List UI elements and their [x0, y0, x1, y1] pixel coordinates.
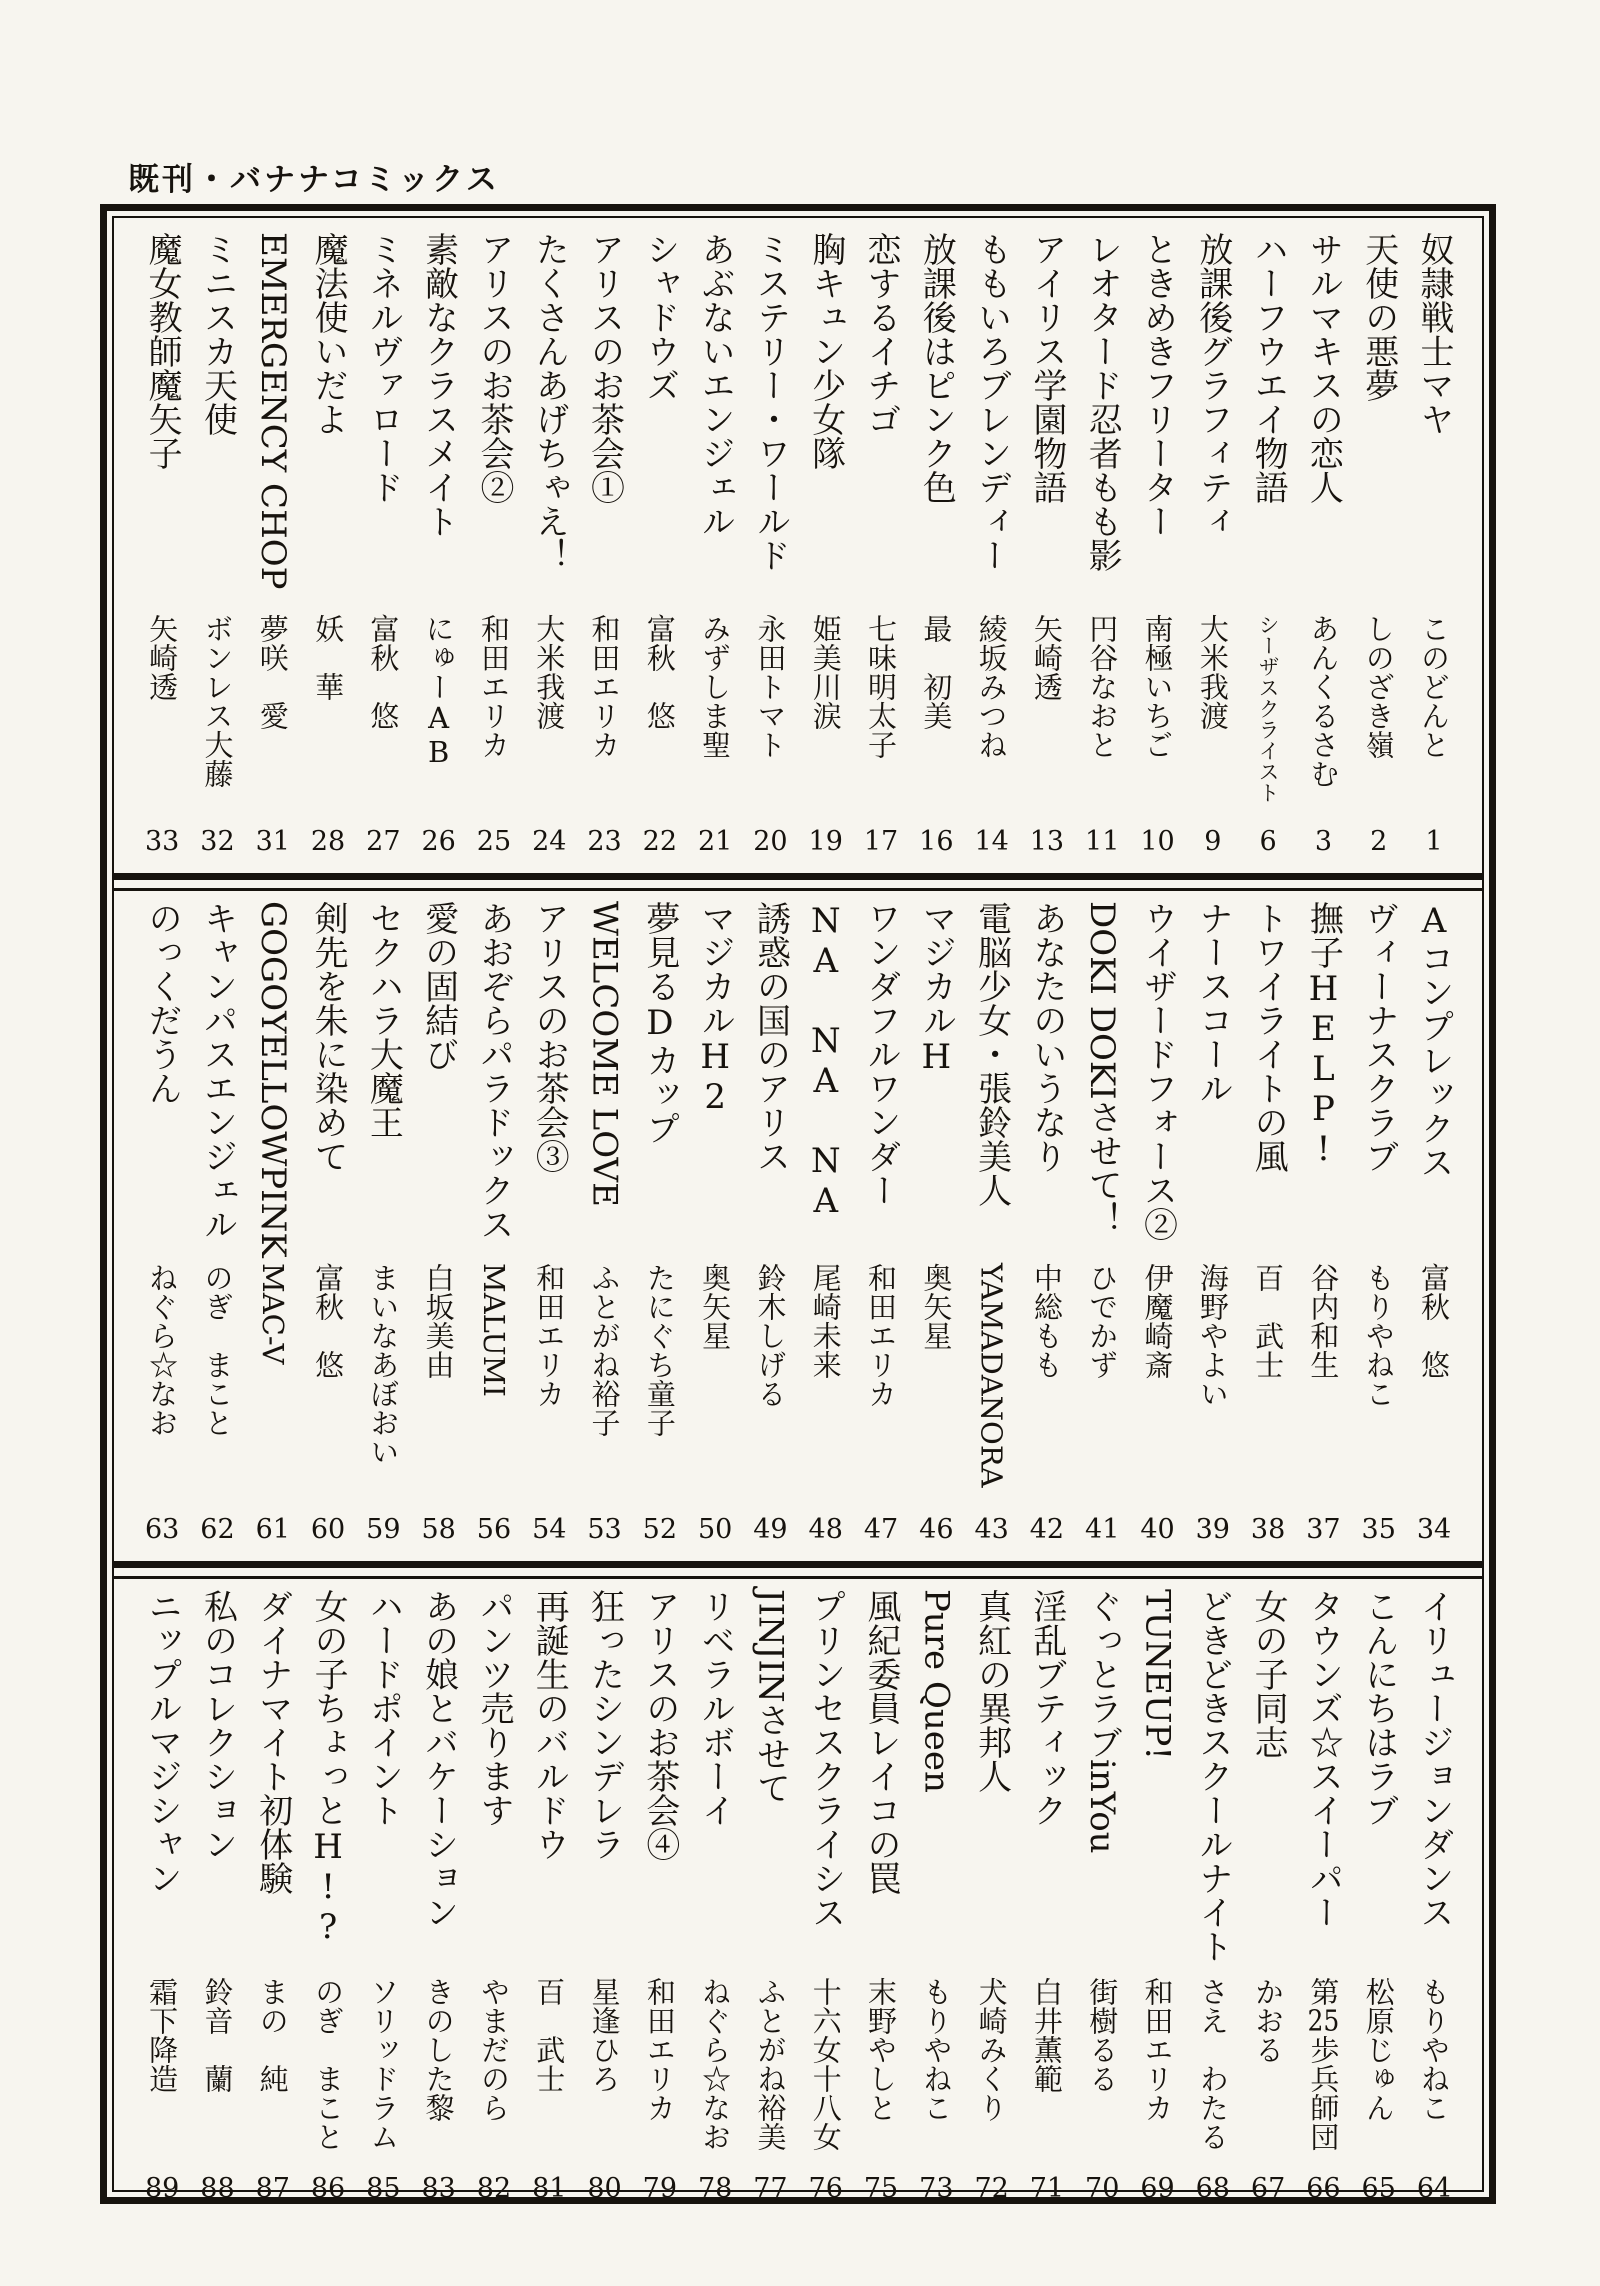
- book-author: 鈴木しげる: [753, 1263, 788, 1408]
- catalog-entry: [419, 232, 459, 861]
- catalog-entry: [363, 1589, 403, 2208]
- book-author: 白坂美由: [421, 1263, 456, 1379]
- catalog-entry: [197, 901, 237, 1549]
- book-number: 11: [1085, 826, 1120, 857]
- book-title: 再誕生のバルドウ: [529, 1589, 570, 1861]
- book-number: 79: [642, 2173, 678, 2204]
- catalog-entry: [1082, 901, 1122, 1549]
- book-number: 48: [808, 1514, 843, 1545]
- book-title: ナースコール: [1192, 901, 1233, 1105]
- book-title: あぶないエンジェル: [695, 232, 736, 538]
- book-title: ぐっとラブinYou: [1082, 1589, 1123, 1854]
- book-number: 87: [255, 2173, 290, 2204]
- book-author: 矢崎透: [145, 614, 180, 701]
- book-number: 19: [808, 826, 843, 857]
- book-author: きのした黎: [421, 1977, 456, 2122]
- catalog-entry: [474, 232, 514, 861]
- book-number: 22: [642, 826, 678, 857]
- book-title: 淫乱ブティック: [1026, 1589, 1067, 1827]
- catalog-entry: [308, 1589, 348, 2208]
- book-author: 最 初美: [919, 614, 954, 730]
- book-number: 41: [1085, 1514, 1120, 1545]
- book-author: 松原じゅん: [1361, 1977, 1396, 2122]
- catalog-entry: [1359, 901, 1399, 1549]
- book-number: 27: [366, 826, 401, 857]
- book-title: WELCOME LOVE: [584, 901, 625, 1207]
- catalog-entry: [750, 901, 790, 1549]
- book-title: アリスのお茶会④: [639, 1589, 680, 1861]
- catalog-entry: [1248, 1589, 1288, 2208]
- book-number: 6: [1259, 826, 1277, 857]
- catalog-entry: [1138, 1589, 1178, 2208]
- book-number: 72: [974, 2173, 1009, 2204]
- book-author: 第25歩兵師団: [1306, 1977, 1341, 2151]
- book-number: 46: [919, 1514, 954, 1545]
- catalog-entry: [750, 232, 790, 861]
- book-number: 17: [863, 826, 899, 857]
- book-number: 85: [366, 2173, 401, 2204]
- book-title: 愛の固結び: [418, 901, 459, 1071]
- book-author: 海野やよい: [1195, 1263, 1230, 1408]
- book-number: 88: [200, 2173, 235, 2204]
- book-title: GOGOYELLOWPINK: [252, 901, 293, 1258]
- book-title: NA NA NA: [805, 901, 846, 1221]
- book-title: アイリス学園物語: [1026, 232, 1067, 504]
- book-author: 和田エリカ: [864, 1263, 899, 1408]
- catalog-entry: [640, 1589, 680, 2208]
- catalog-entry: [197, 232, 237, 861]
- book-number: 68: [1195, 2173, 1230, 2204]
- catalog-entry: [1027, 232, 1067, 861]
- book-title: 放課後はピンク色: [916, 232, 957, 504]
- book-number: 50: [697, 1514, 733, 1545]
- book-number: 73: [919, 2173, 954, 2204]
- book-title: 誘惑の国のアリス: [750, 901, 791, 1173]
- catalog-entry: [585, 901, 625, 1549]
- book-author: にゅーAB: [421, 614, 456, 769]
- book-number: 37: [1306, 1514, 1341, 1545]
- book-number: 64: [1416, 2173, 1452, 2204]
- book-author: もりやねこ: [1361, 1263, 1396, 1408]
- catalog-entry: [861, 232, 901, 861]
- book-title: タウンズ☆スイーパー: [1303, 1589, 1344, 1929]
- book-title: あおぞらパラドックス: [473, 901, 514, 1241]
- book-title: 奴隷戦士マヤ: [1414, 232, 1454, 436]
- book-title: たくさんあげちゃえ！: [529, 232, 570, 572]
- catalog-entry: [640, 901, 680, 1549]
- book-number: 83: [421, 2173, 456, 2204]
- book-title: DOKI DOKIさせて！: [1082, 901, 1123, 1236]
- book-number: 3: [1314, 826, 1332, 857]
- catalog-entry: [1193, 901, 1233, 1549]
- catalog-entry: [253, 232, 293, 861]
- book-number: 78: [697, 2173, 733, 2204]
- book-author: MAC-V: [255, 1263, 290, 1365]
- book-author: のぎ まこと: [200, 1263, 235, 1437]
- book-title: キャンパスエンジェル: [197, 901, 238, 1241]
- book-author: 和田エリカ: [476, 614, 511, 759]
- book-title: ときめきフリーター: [1137, 232, 1178, 538]
- catalog-entry: [253, 1589, 293, 2208]
- catalog-entry: [695, 232, 735, 861]
- book-number: 14: [974, 826, 1009, 857]
- book-author: もりやねこ: [1417, 1977, 1451, 2122]
- book-author: 円谷なおと: [1085, 614, 1120, 759]
- book-number: 2: [1370, 826, 1388, 857]
- book-title: JINJINさせて: [750, 1589, 791, 1805]
- book-number: 35: [1361, 1514, 1396, 1545]
- book-number: 38: [1250, 1514, 1286, 1545]
- book-title: 電脳少女・張鈴美人: [971, 901, 1012, 1207]
- catalog-entry: [585, 1589, 625, 2208]
- book-title: アリスのお茶会③: [529, 901, 570, 1173]
- book-number: 82: [476, 2173, 512, 2204]
- section-divider: [114, 1561, 1482, 1579]
- book-number: 54: [532, 1514, 567, 1545]
- book-title: ミステリー・ワールド: [750, 232, 791, 572]
- book-author: 鈴音 蘭: [200, 1977, 235, 2093]
- catalog-entry: [1303, 232, 1343, 861]
- catalog-entry: [750, 1589, 790, 2208]
- book-title: ミネルヴァロード: [363, 232, 404, 504]
- catalog-entry: [529, 901, 569, 1549]
- book-author: 十六女十八女: [808, 1977, 843, 2151]
- book-author: 綾坂みつね: [974, 614, 1009, 759]
- catalog-entry: [529, 232, 569, 861]
- catalog-entry: [142, 232, 182, 861]
- book-number: 76: [808, 2173, 843, 2204]
- catalog-entry: [861, 901, 901, 1549]
- catalog-entry: [308, 232, 348, 861]
- book-author: 奥矢星: [919, 1263, 954, 1350]
- book-number: 16: [919, 826, 954, 857]
- catalog-entry: [695, 1589, 735, 2208]
- book-number: 25: [476, 826, 512, 857]
- book-number: 20: [753, 826, 788, 857]
- book-number: 43: [974, 1514, 1009, 1545]
- book-title: 夢見るDカップ: [639, 901, 680, 1145]
- book-title: シャドウズ: [639, 232, 680, 402]
- book-title: レオタード忍者もも影: [1082, 232, 1123, 572]
- book-number: 60: [310, 1514, 346, 1545]
- catalog-entry: [861, 1589, 901, 2208]
- book-number: 71: [1029, 2173, 1065, 2204]
- catalog-entry: [972, 901, 1012, 1549]
- book-title: ニップルマジシャン: [142, 1589, 183, 1895]
- book-author: まの 純: [255, 1977, 290, 2093]
- book-number: 80: [587, 2173, 622, 2204]
- book-title: あの娘とバケーション: [418, 1589, 459, 1929]
- book-title: マジカルH2: [695, 901, 736, 1117]
- catalog-entry: [308, 901, 348, 1549]
- book-number: 67: [1250, 2173, 1286, 2204]
- catalog-entry: [1414, 1589, 1454, 2208]
- book-author: 和田エリカ: [1140, 1977, 1175, 2122]
- book-author: 妖 華: [311, 614, 346, 701]
- catalog-entry: [1303, 901, 1343, 1549]
- book-number: 77: [753, 2173, 788, 2204]
- catalog-entry: [585, 232, 625, 861]
- catalog-entry: [474, 901, 514, 1549]
- catalog-section-2: [142, 901, 1454, 1549]
- book-title: ヴィーナスクラブ: [1358, 901, 1399, 1173]
- book-number: 52: [642, 1514, 678, 1545]
- book-title: アリスのお茶会②: [473, 232, 514, 504]
- book-title: 私のコレクション: [197, 1589, 238, 1861]
- book-title: 女の子ちょっとH!?: [308, 1589, 349, 1947]
- book-author: たにぐち童子: [642, 1263, 677, 1437]
- catalog-entry: [806, 901, 846, 1549]
- book-author: 和田エリカ: [642, 1977, 677, 2122]
- section-divider: [114, 873, 1482, 891]
- book-author: 末野やしと: [864, 1977, 899, 2122]
- book-author: 霜下降造: [145, 1977, 180, 2093]
- book-author: 富秋 悠: [311, 1263, 346, 1379]
- book-author: さえ わたる: [1195, 1977, 1230, 2151]
- book-number: 32: [200, 826, 235, 857]
- book-number: 58: [421, 1514, 456, 1545]
- book-number: 47: [863, 1514, 899, 1545]
- catalog-entry: [972, 1589, 1012, 2208]
- catalog-entry: [1027, 1589, 1067, 2208]
- book-author: のぎ まこと: [311, 1977, 346, 2151]
- book-number: 39: [1195, 1514, 1230, 1545]
- catalog-entry: [916, 1589, 956, 2208]
- book-title: 放課後グラフィティ: [1192, 232, 1233, 538]
- book-author: 大米我渡: [1195, 614, 1230, 730]
- book-author: 尾崎未来: [808, 1263, 843, 1379]
- book-author: 富秋 悠: [1417, 1263, 1451, 1379]
- book-title: あなたのいうなり: [1026, 901, 1067, 1173]
- book-number: 61: [255, 1514, 290, 1545]
- book-author: 犬崎みくり: [974, 1977, 1009, 2122]
- book-title: サルマキスの恋人: [1303, 232, 1344, 504]
- catalog-entry: [142, 1589, 182, 2208]
- book-author: 谷内和生: [1306, 1263, 1341, 1379]
- book-title: ハードポイント: [363, 1589, 404, 1827]
- book-author: 夢咲 愛: [255, 614, 290, 730]
- book-number: 23: [587, 826, 622, 857]
- book-number: 63: [144, 1514, 180, 1545]
- catalog-entry: [916, 232, 956, 861]
- book-author: MALUMI: [476, 1263, 511, 1397]
- book-author: 姫美川涙: [808, 614, 843, 730]
- book-author: このどんと: [1417, 614, 1451, 759]
- book-author: あんくるさむ: [1306, 614, 1341, 788]
- book-number: 86: [310, 2173, 346, 2204]
- catalog-entry: [916, 901, 956, 1549]
- catalog-entry: [1138, 901, 1178, 1549]
- book-author: YAMADANORA: [974, 1263, 1009, 1488]
- catalog-entry: [1359, 1589, 1399, 2208]
- book-number: 66: [1306, 2173, 1341, 2204]
- book-title: アリスのお茶会①: [584, 232, 625, 504]
- book-number: 21: [697, 826, 733, 857]
- catalog-box: [100, 204, 1496, 2204]
- book-title: 風紀委員レイコの罠: [861, 1589, 902, 1895]
- book-title: EMERGENCY CHOP: [252, 232, 293, 590]
- book-author: しのざき嶺: [1361, 614, 1396, 759]
- book-title: Pure Queen: [916, 1589, 957, 1793]
- book-number: 1: [1425, 826, 1443, 857]
- book-title: 素敵なクラスメイト: [418, 232, 459, 538]
- book-author: 永田トマト: [753, 614, 788, 759]
- catalog-entry: [1359, 232, 1399, 861]
- book-author: 百 武士: [1251, 1263, 1286, 1379]
- book-author: ボンレス大藤: [200, 614, 235, 788]
- catalog-entry: [1414, 901, 1454, 1549]
- book-author: やまだのら: [476, 1977, 511, 2122]
- page-title: 既刊・バナナコミックス: [128, 154, 500, 208]
- catalog-entry: [1303, 1589, 1343, 2208]
- catalog-entry: [529, 1589, 569, 2208]
- catalog-entry: [806, 232, 846, 861]
- catalog-section-3: [142, 1589, 1454, 2208]
- book-author: ふとがね裕子: [587, 1263, 622, 1437]
- catalog-entry: [972, 232, 1012, 861]
- book-title: ワンダフルワンダー: [861, 901, 902, 1207]
- catalog-entry: [1082, 1589, 1122, 2208]
- book-title: 魔女教師魔矢子: [142, 232, 183, 470]
- book-author: 富秋 悠: [642, 614, 677, 730]
- book-title: ウイザードフォース②: [1137, 901, 1178, 1241]
- catalog-entry: [1138, 232, 1178, 861]
- book-author: 中総もも: [1029, 1263, 1064, 1379]
- book-number: 81: [532, 2173, 567, 2204]
- catalog-entry: [806, 1589, 846, 2208]
- book-author: 矢崎透: [1029, 614, 1064, 701]
- book-title: イリュージョンダンス: [1414, 1589, 1454, 1929]
- book-number: 59: [366, 1514, 401, 1545]
- book-title: 剣先を朱に染めて: [308, 901, 349, 1173]
- book-title: 真紅の異邦人: [971, 1589, 1012, 1793]
- book-author: まいなあぼおい: [366, 1263, 401, 1466]
- book-number: 34: [1416, 1514, 1452, 1545]
- catalog-entry: [363, 232, 403, 861]
- book-title: 恋するイチゴ: [861, 232, 902, 436]
- book-author: 百 武士: [532, 1977, 567, 2093]
- book-title: 撫子HELP!: [1303, 901, 1344, 1169]
- book-author: 七味明太子: [864, 614, 899, 759]
- book-author: ねぐら☆なお: [698, 1977, 733, 2151]
- catalog-entry: [1193, 232, 1233, 861]
- book-number: 9: [1204, 826, 1222, 857]
- book-number: 56: [476, 1514, 512, 1545]
- book-number: 10: [1140, 826, 1175, 857]
- book-number: 62: [200, 1514, 235, 1545]
- book-title: ダイナマイト初体験: [252, 1589, 293, 1895]
- book-title: ハーフウエイ物語: [1248, 232, 1289, 504]
- catalog-entry: [419, 1589, 459, 2208]
- book-author: 奥矢星: [698, 1263, 733, 1350]
- catalog-entry: [695, 901, 735, 1549]
- catalog-entry: [197, 1589, 237, 2208]
- catalog-entry: [419, 901, 459, 1549]
- book-title: ももいろブレンディー: [971, 232, 1012, 572]
- book-author: ソリッドラム: [366, 1977, 401, 2151]
- book-title: TUNEUP!: [1137, 1589, 1178, 1761]
- book-title: どきどきスクールナイト: [1192, 1589, 1233, 1963]
- book-author: ふとがね裕美: [753, 1977, 788, 2151]
- book-title: 天使の悪夢: [1358, 232, 1399, 402]
- catalog-entry: [363, 901, 403, 1549]
- book-number: 75: [863, 2173, 899, 2204]
- catalog-entry: [1248, 901, 1288, 1549]
- book-author: 伊魔崎斎: [1140, 1263, 1175, 1379]
- book-number: 40: [1140, 1514, 1175, 1545]
- book-number: 70: [1085, 2173, 1120, 2204]
- book-author: 和田エリカ: [532, 1263, 567, 1408]
- book-title: プリンセスクライシス: [805, 1589, 846, 1929]
- book-number: 53: [587, 1514, 622, 1545]
- catalog-entry: [253, 901, 293, 1549]
- book-author: ねぐら☆なお: [145, 1263, 180, 1437]
- book-number: 13: [1029, 826, 1065, 857]
- catalog-entry: [1248, 232, 1288, 861]
- book-title: 魔法使いだよ: [308, 232, 349, 436]
- book-author: 街樹るる: [1085, 1977, 1120, 2093]
- book-number: 33: [144, 826, 180, 857]
- book-title: トワイライトの風: [1248, 901, 1289, 1173]
- book-number: 69: [1140, 2173, 1175, 2204]
- book-author: みずしま聖: [698, 614, 733, 759]
- catalog-section-1: [142, 232, 1454, 861]
- book-number: 31: [255, 826, 290, 857]
- book-title: 女の子同志: [1248, 1589, 1289, 1759]
- catalog-entry: [474, 1589, 514, 2208]
- book-author: 富秋 悠: [366, 614, 401, 730]
- catalog-entry: [1082, 232, 1122, 861]
- book-title: リベラルボーイ: [695, 1589, 736, 1827]
- book-title: のっくだうん: [142, 901, 183, 1105]
- catalog-entry: [1193, 1589, 1233, 2208]
- book-title: マジカルH: [916, 901, 957, 1077]
- book-author: 南極いちご: [1140, 614, 1175, 759]
- book-author: シーザスクライスト: [1256, 614, 1281, 803]
- book-number: 42: [1029, 1514, 1065, 1545]
- book-title: パンツ売ります: [473, 1589, 514, 1827]
- book-title: 狂ったシンデレラ: [584, 1589, 625, 1861]
- book-title: 胸キュン少女隊: [805, 232, 846, 470]
- catalog-entry: [1414, 232, 1454, 861]
- book-title: こんにちはラブ: [1358, 1589, 1399, 1827]
- catalog-entry: [1027, 901, 1067, 1549]
- catalog-entry: [640, 232, 680, 861]
- book-title: Aコンプレックス: [1414, 901, 1454, 1179]
- book-author: かおる: [1251, 1977, 1286, 2064]
- book-author: 大米我渡: [532, 614, 567, 730]
- book-number: 28: [310, 826, 346, 857]
- book-number: 89: [144, 2173, 180, 2204]
- book-number: 24: [532, 826, 567, 857]
- book-title: セクハラ大魔王: [363, 901, 404, 1139]
- book-author: もりやねこ: [919, 1977, 954, 2122]
- book-author: 白井薫範: [1029, 1977, 1064, 2093]
- book-author: ひでかず: [1085, 1263, 1120, 1379]
- book-author: 星逢ひろ: [587, 1977, 622, 2093]
- book-number: 65: [1361, 2173, 1396, 2204]
- catalog-sections: [112, 216, 1484, 2204]
- book-title: ミニスカ天使: [197, 232, 238, 436]
- book-author: 和田エリカ: [587, 614, 622, 759]
- book-number: 49: [753, 1514, 788, 1545]
- book-number: 26: [421, 826, 456, 857]
- catalog-entry: [142, 901, 182, 1549]
